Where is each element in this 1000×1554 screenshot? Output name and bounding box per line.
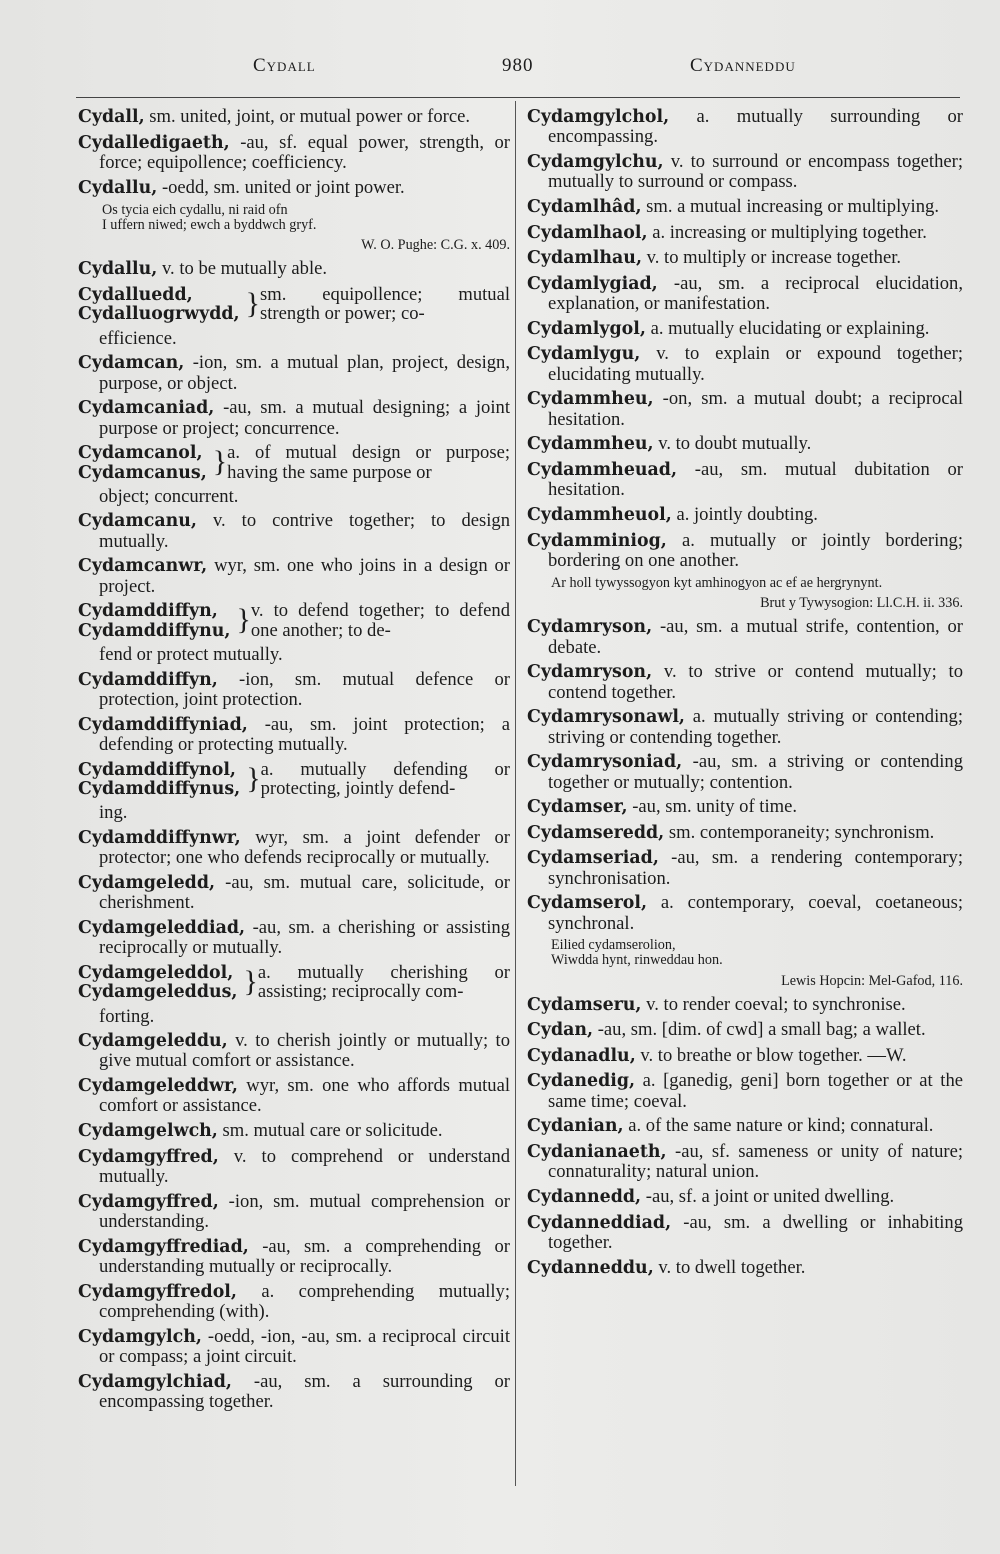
definition: -au, sm. joint protection; a defending or protecting mutually. [99,713,510,756]
headword: Cydamlhaol, [527,222,648,243]
dictionary-entry [78,511,510,551]
header-rule [76,97,960,98]
headword: Cydamgeleddu, [78,1031,228,1052]
dictionary-entry [78,1282,510,1322]
quotation-line: Wiwdda hynt, rinweddau hon. [551,951,723,968]
quotation [527,938,963,967]
dictionary-entry [78,918,510,958]
dictionary-entry [78,1192,510,1232]
dictionary-entry [527,197,963,217]
definition: -au, sm. a mutual strife, contention, or debate. [548,616,963,658]
headword: Cydallu, [78,259,158,280]
headword: Cydamgylchiad, [78,1371,232,1392]
headword: Cydamminiog, [527,530,667,551]
column-divider [515,101,516,1486]
brace-entry [78,760,510,823]
definition: a. mutually elucidating or explaining. [645,317,930,339]
quotation [527,576,963,591]
definition: v. to contrive together; to design mutually. [99,510,510,552]
quotation-source: W. O. Pughe: C.G. x. 409. [361,237,510,254]
bracketed-headwords [78,601,236,641]
headword: Cydamcanol, [78,443,203,464]
dictionary-entry [78,873,510,913]
definition: -au, sm. mutual dubitation or hesitation. [548,458,963,501]
headword: Cydanneddu, [527,1257,654,1278]
brace-mark: } [245,286,261,320]
dictionary-entry [527,460,963,500]
headword: Cydalluedd, [78,284,193,305]
dictionary-entry [527,1071,963,1111]
definition: -au, sm. a rendering contemporary; synchronisation. [548,847,963,889]
dictionary-entry [527,434,963,454]
headword: Cydamgylch, [78,1326,202,1347]
bracketed-headwords [78,760,246,800]
dictionary-entry [78,259,510,279]
headword: Cydanedig, [527,1071,636,1092]
dictionary-entry [527,1020,963,1040]
brace-mark: } [243,964,258,998]
dictionary-entry [78,715,510,755]
quotation [78,203,510,232]
headword: Cydamseredd, [527,822,665,843]
headword: Cydamlygol, [527,318,646,339]
headword: Cydalluogrwydd, [78,304,240,325]
dictionary-entry [527,707,963,747]
definition: -au, sm. a surrounding or encompassing together. [99,1370,510,1413]
headword: Cydamddiffyn, [78,669,218,690]
brace-row [78,601,510,641]
headword: Cydan, [527,1020,594,1041]
dictionary-entry [78,1372,510,1412]
brace-entry [78,963,510,1026]
bracketed-headwords [78,963,243,1003]
dictionary-entry [527,823,963,843]
dictionary-entry [527,505,963,525]
headword: Cydamrysonawl, [527,707,685,728]
dictionary-entry [78,1031,510,1071]
definition: sm. mutual care or solicitude. [217,1120,443,1142]
definition-continued: object; concurrent. [99,486,239,507]
dictionary-entry [527,531,963,571]
headword: Cydamgeleddus, [78,982,238,1003]
headword: Cydamgeleddol, [78,962,234,983]
brace-mark: } [246,761,261,795]
definition: v. to doubt mutually. [653,433,812,455]
definition: a. mutually striving or contending; striving or contending together. [548,706,963,748]
definition: -ion, sm. mutual defence or protection, joint protection. [99,668,510,711]
headword: Cydamgyffredol, [78,1281,237,1302]
definition: wyr, sm. one who joins in a design or project. [99,555,510,597]
brace-row [78,285,510,325]
headword: Cydamcanu, [78,511,197,532]
dictionary-entry [527,319,963,339]
dictionary-entry [78,556,510,596]
definition-continued: forting. [99,1005,155,1027]
definition: a. mutually surrounding or encompassing. [548,106,963,148]
definition-continued: efficience. [99,327,177,349]
definition: v. to breathe or blow together. —W. [635,1044,907,1066]
dictionary-entry [527,1187,963,1207]
definition: -au, sm. a comprehending or understanding mutually or reciprocally. [99,1235,510,1278]
dictionary-entry [527,274,963,314]
dictionary-entry [527,1258,963,1278]
quotation-line: Os tycia eich cydallu, ni raid ofn [102,202,288,219]
headword: Cydamcanwr, [78,556,208,577]
headword: Cydamryson, [527,617,653,638]
dictionary-entry [78,1147,510,1187]
definition: -oedd, sm. united or joint power. [157,176,405,198]
definition: v. to cherish jointly or mutually; to give mutual comfort or assistance. [99,1030,510,1072]
headword: Cydamgeleddwr, [78,1076,238,1097]
definition: -au, sm. mutual care, solicitude, or cherishment. [99,871,510,914]
headword: Cydammheuad, [527,459,678,480]
definition: -au, sf. equal power, strength, or force; equipollence; coefficiency. [99,131,510,173]
headword: Cydamddiffynu, [78,620,231,641]
headword: Cydanianaeth, [527,1141,667,1162]
headword: Cydammheu, [527,434,654,455]
definition: v. to defend together; to defend one another; to de- [250,600,510,641]
dictionary-entry [527,223,963,243]
headword: Cydannedd, [527,1186,642,1207]
headword: Cydamser, [527,797,628,818]
definition: -au, sm. a striving or contending together or mutually; contention. [548,751,963,793]
bracketed-headwords [78,285,246,325]
dictionary-entry [527,1142,963,1182]
headword: Cydamseriad, [527,848,659,869]
quotation-line: Ar holl tywyssogyon kyt amhinogyon ac ef ae hergrynynt. [551,574,883,591]
dictionary-entry [78,1237,510,1277]
brace-entry [78,601,510,664]
definition: -ion, sm. a mutual plan, project, design, purpose, or object. [99,352,510,394]
headword: Cydalledigaeth, [78,132,230,153]
dictionary-entry [78,398,510,438]
dictionary-entry [78,1327,510,1367]
dictionary-entry [527,752,963,792]
dictionary-entry [527,1046,963,1066]
headword: Cydammheu, [527,389,654,410]
page-number: 980 [502,55,534,76]
definition: -on, sm. a mutual doubt; a reciprocal hesitation. [548,388,963,430]
dictionary-entry [527,1213,963,1253]
headword: Cydamcaniad, [78,398,215,419]
dictionary-entry [78,828,510,868]
dictionary-entry [527,107,963,147]
brace-entry [78,285,510,348]
definition: wyr, sm. a joint defender or protector; one who defends reciprocally or mutually. [99,826,510,869]
brace-mark: } [212,445,228,479]
definition: -ion, sm. mutual comprehension or understanding. [99,1190,510,1233]
right-column [527,107,963,1283]
headword: Cydallu, [78,177,158,198]
headword: Cydamgeleddiad, [78,917,246,938]
headword: Cydamddiffynol, [78,759,236,780]
left-column [78,107,510,1417]
brace-entry [78,443,510,506]
definition: a. mutually cherishing or assisting; reciprocally com- [257,961,510,1003]
quotation-line: I uffern niwed; ewch a byddwch gryf. [102,216,317,233]
dictionary-entry [527,662,963,702]
dictionary-entry [527,1116,963,1136]
definition: -au, sm. a reciprocal elucidation, explanation, or manifestation. [548,272,963,315]
headword: Cydall, [78,107,145,127]
header-right-guideword: Cydanneddu [690,55,796,76]
headword: Cydamgylchol, [527,107,670,127]
headword: Cydamddiffyniad, [78,714,248,735]
dictionary-entry [527,344,963,384]
definition: -au, sm. a cherishing or assisting reciprocally or mutually. [99,916,510,959]
definition: sm. a mutual increasing or multiplying. [641,196,939,217]
headword: Cydamcan, [78,353,185,374]
headword: Cydamlygu, [527,344,641,365]
headword: Cydamserol, [527,893,648,914]
dictionary-entry [78,353,510,393]
dictionary-entry [527,848,963,888]
definition: a. of the same nature or kind; connatural. [623,1115,934,1137]
headword: Cydamseru, [527,994,642,1015]
header-left-guideword: Cydall [253,55,316,76]
definition: a. mutually or jointly bordering; bordering on one another. [548,529,963,571]
definition: v. to strive or contend mutually; to contend together. [548,661,963,703]
headword: Cydamlhâd, [527,197,642,217]
definition: a. contemporary, coeval, coetaneous; synchronal. [548,892,963,934]
definition-continued: ing. [99,802,128,824]
dictionary-entry [527,248,963,268]
definition: a. jointly doubting. [671,503,818,525]
dictionary-entry [78,133,510,173]
headword: Cydamgelwch, [78,1121,218,1142]
definition: v. to render coeval; to synchronise. [641,993,906,1015]
dictionary-entry [527,389,963,429]
headword: Cydanian, [527,1116,624,1137]
definition: -au, sf. sameness or unity of nature; connaturality; natural union. [548,1140,963,1183]
definition: a. [ganedig, geni] born together or at the same time; coeval. [548,1070,963,1112]
dictionary-entry [527,797,963,817]
headword: Cydamgeledd, [78,872,216,893]
headword: Cydanneddiad, [527,1212,672,1233]
headword: Cydanadlu, [527,1045,636,1066]
definition: -oedd, -ion, -au, sm. a reciprocal circuit or compass; a joint circuit. [99,1325,510,1368]
brace-row [78,963,510,1003]
definition: -au, sm. unity of time. [627,796,797,818]
definition-continued: fend or protect mutually. [99,644,283,666]
definition: -au, sm. a dwelling or inhabiting together. [548,1211,963,1253]
dictionary-entry [527,617,963,657]
headword: Cydamryson, [527,662,653,683]
headword: Cydamddiffynwr, [78,827,241,848]
definition: a. increasing or multiplying together. [647,221,927,243]
headword: Cydamlhau, [527,248,642,269]
definition: -au, sm. a mutual designing; a joint purpose or project; concurrence. [99,397,510,439]
headword: Cydamcanus, [78,462,207,483]
definition: v. to comprehend or understand mutually. [99,1145,510,1188]
dictionary-entry [78,178,510,198]
headword: Cydamgyffred, [78,1191,219,1212]
dictionary-entry [78,1076,510,1116]
headword: Cydamrysoniad, [527,752,683,773]
definition: a. of mutual design or purpose; having the same purpose or [227,442,510,483]
definition: v. to multiply or increase together. [642,247,902,269]
bracketed-headwords [78,443,213,483]
definition: wyr, sm. one who affords mutual comfort or assistance. [99,1075,510,1117]
headword: Cydamddiffyn, [78,601,218,622]
dictionary-entry [527,893,963,933]
definition: -au, sf. a joint or united dwelling. [641,1185,895,1207]
quotation-source: Brut y Tywysogion: Ll.C.H. ii. 336. [760,595,963,612]
dictionary-entry [78,1121,510,1141]
definition: v. to dwell together. [653,1256,806,1278]
brace-row [78,760,510,800]
quotation-source: Lewis Hopcin: Mel-Gafod, 116. [781,972,963,989]
definition: a. comprehending mutually; comprehending (with). [99,1280,510,1323]
definition: sm. contemporaneity; synchronism. [664,821,935,843]
headword: Cydamlygiad, [527,273,658,294]
definition: sm. united, joint, or mutual power or force. [144,106,470,127]
brace-row [78,443,510,483]
headword: Cydamgyffrediad, [78,1236,249,1257]
dictionary-entry [78,670,510,710]
brace-mark: } [236,603,251,637]
headword: Cydammheuol, [527,504,672,525]
definition: v. to be mutually able. [157,258,328,280]
quotation-line: Eilied cydamserolion, [551,937,676,954]
headword: Cydamddiffynus, [78,779,241,800]
dictionary-entry [527,152,963,192]
dictionary-entry [78,107,510,127]
definition: -au, sm. [dim. of cwd] a small bag; a wallet. [593,1019,926,1041]
headword: Cydamgylchu, [527,152,664,172]
dictionary-entry [527,995,963,1015]
definition: v. to explain or expound together; elucidating mutually. [548,343,963,385]
headword: Cydamgyffred, [78,1146,219,1167]
definition: v. to surround or encompass together; mutually to surround or compass. [548,151,963,193]
definition: sm. equipollence; mutual strength or power; co- [260,283,510,325]
definition: a. mutually defending or protecting, jointly defend- [260,758,510,800]
